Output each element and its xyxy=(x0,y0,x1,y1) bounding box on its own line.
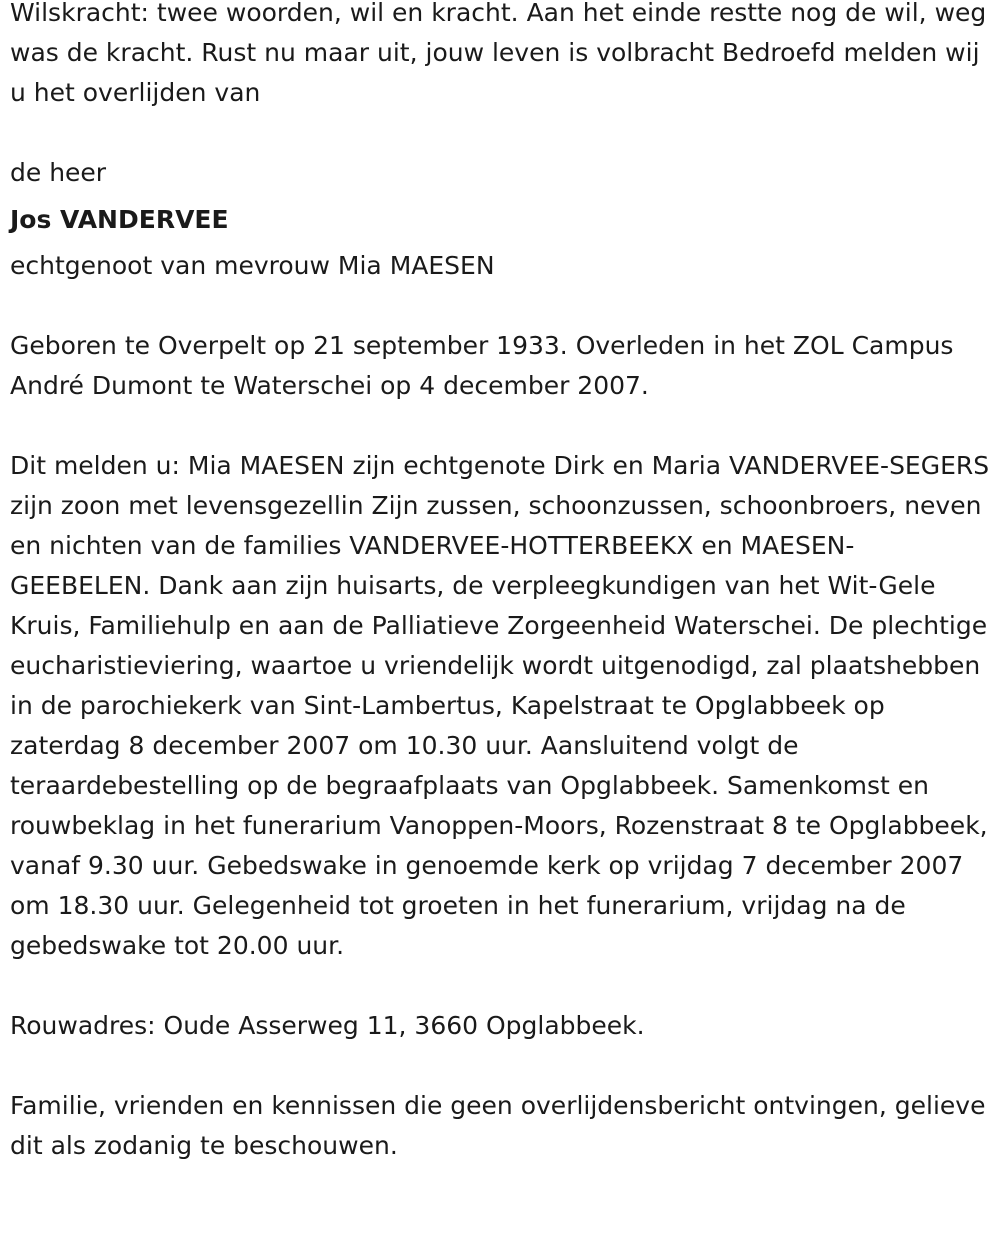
obituary-notice xyxy=(10,0,990,1166)
spacer xyxy=(10,113,990,153)
closing-paragraph: Familie, vrienden en kennissen die geen overlijdensbericht ontvingen, gelieve dit als zodanig te beschouwen. xyxy=(10,1091,986,1160)
spacer xyxy=(10,966,990,1006)
intro-paragraph: Wilskracht: twee woorden, wil en kracht. Aan het einde restte nog de wil, weg was de kracht. Rust nu maar uit, jouw leven is volbracht Bedroefd melden wij u het overlijden van xyxy=(10,0,987,107)
spacer xyxy=(10,406,990,446)
birth-death-paragraph: Geboren te Overpelt op 21 september 1933. Overleden in het ZOL Campus André Dumont te Waterschei op 4 december 2007. xyxy=(10,331,954,400)
deceased-name: Jos VANDERVEE xyxy=(10,205,229,234)
spacer xyxy=(10,286,990,326)
salutation: de heer xyxy=(10,158,107,187)
spacer xyxy=(10,1046,990,1086)
announcement-paragraph: Dit melden u: Mia MAESEN zijn echtgenote Dirk en Maria VANDERVEE-SEGERS zijn zoon met levensgezellin Zijn zussen, schoonzussen, schoonbroers, neven en nichten van de families VANDERVEE-HOTTERBEEKX en MAESEN-GEEBELEN. Dank aan zijn huisarts, de verpleegkundigen van het Wit-Gele Kruis, Familiehulp en aan de Palliatieve Zorgeenheid Waterschei. De plechtige eucharistieviering, waartoe u vriendelijk wordt uitgenodigd, zal plaatshebben in de parochiekerk van Sint-Lambertus, Kapelstraat te Opglabbeek op zaterdag 8 december 2007 om 10.30 uur. Aansluitend volgt de teraardebestelling op de begraafplaats van Opglabbeek. Samenkomst en rouwbeklag in het funerarium Vanoppen-Moors, Rozenstraat 8 te Opglabbeek, vanaf 9.30 uur. Gebedswake in genoemde kerk op vrijdag 7 december 2007 om 18.30 uur. Gelegenheid tot groeten in het funerarium, vrijdag na de gebedswake tot 20.00 uur. xyxy=(10,451,990,960)
spouse-line: echtgenoot van mevrouw Mia MAESEN xyxy=(10,251,495,280)
address-paragraph: Rouwadres: Oude Asserweg 11, 3660 Opglabbeek. xyxy=(10,1011,645,1040)
